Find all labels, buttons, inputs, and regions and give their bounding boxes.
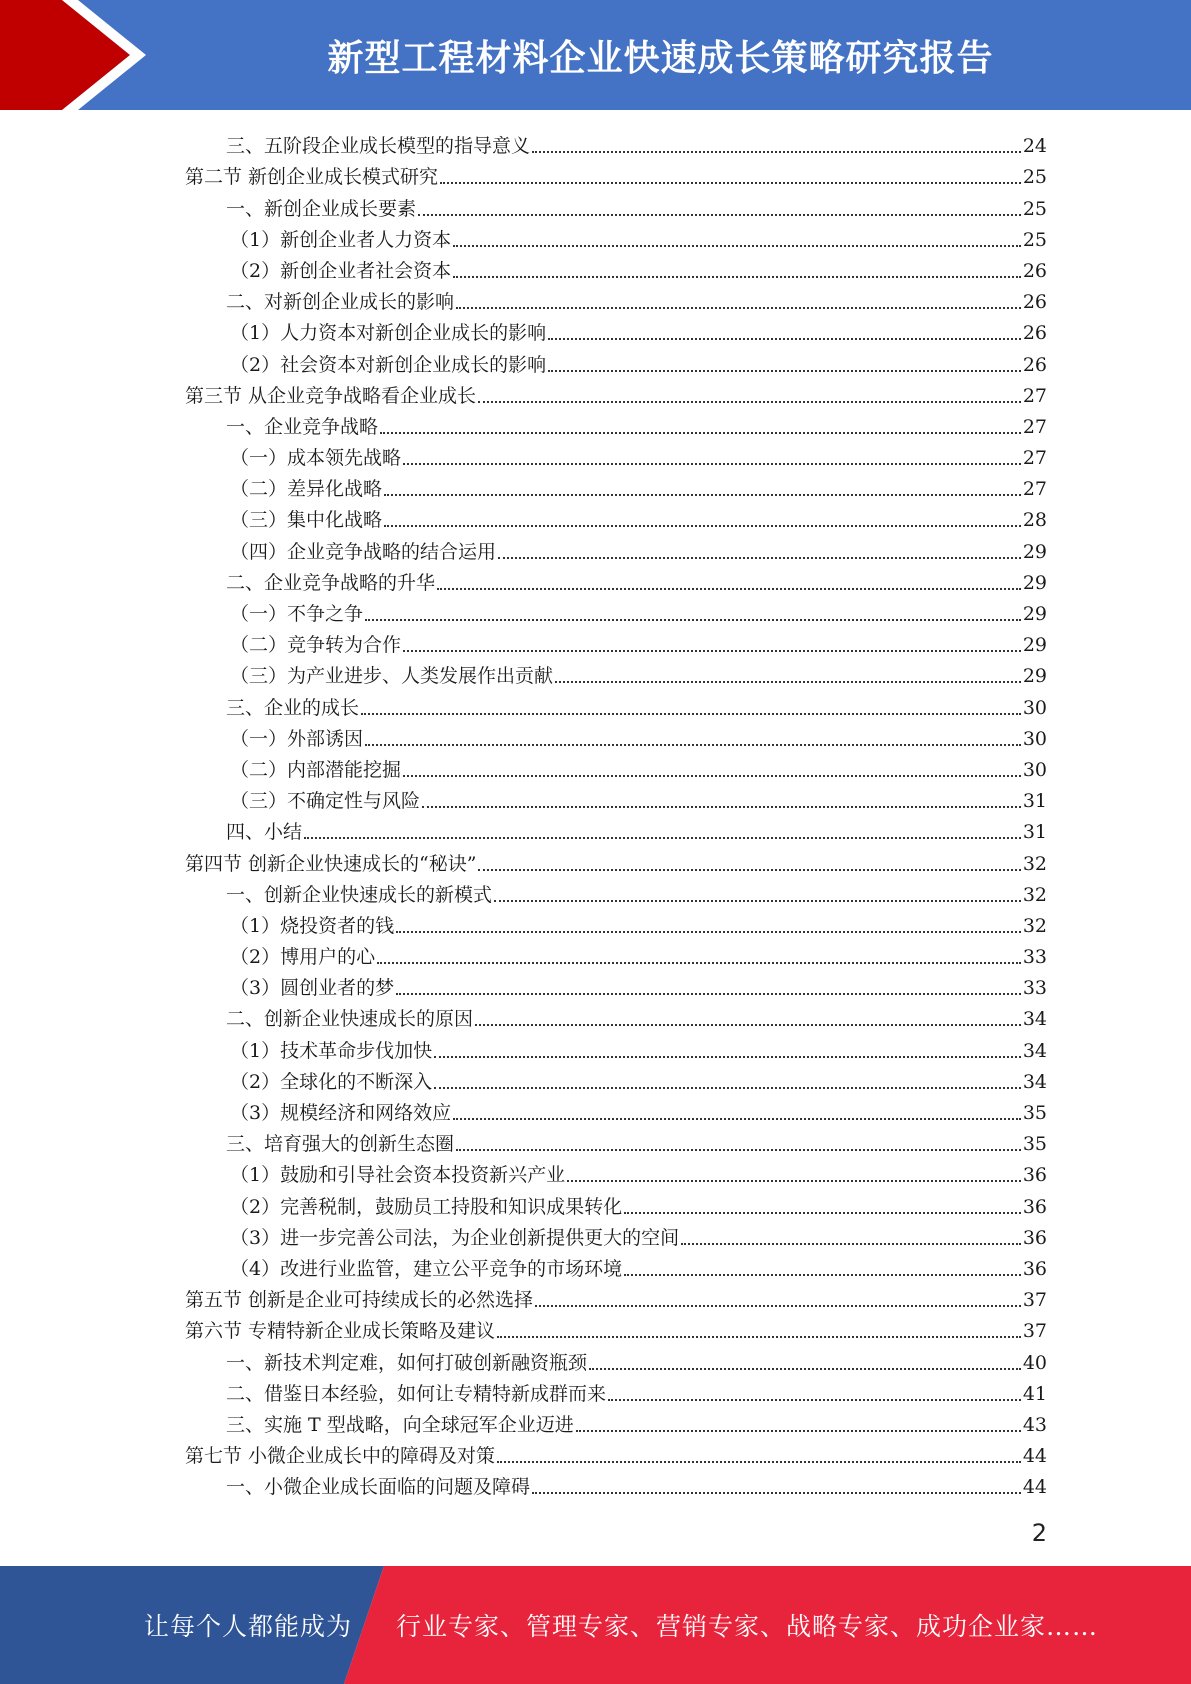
toc-entry-label: 一、创新企业快速成长的新模式	[226, 883, 493, 906]
toc-entry-page: 34	[1022, 1070, 1047, 1093]
toc-entry[interactable]	[185, 377, 1047, 408]
toc-entry[interactable]	[185, 813, 1047, 844]
toc-dot-leader	[681, 1243, 1021, 1245]
toc-entry-page: 26	[1022, 291, 1047, 314]
toc-entry[interactable]	[185, 1406, 1047, 1437]
toc-dot-leader	[434, 1087, 1021, 1089]
footer-slogan-right: 行业专家、管理专家、营销专家、战略专家、成功企业家……	[396, 1612, 1099, 1641]
toc-entry-label: （2）博用户的心	[230, 946, 376, 969]
toc-dot-leader	[497, 1336, 1021, 1338]
toc-entry-label: （2）社会资本对新创企业成长的影响	[230, 353, 547, 376]
toc-dot-leader	[576, 1430, 1021, 1432]
toc-entry-page: 26	[1022, 322, 1047, 345]
toc-entry-label: 三、实施 T 型战略，向全球冠军企业迈进	[226, 1413, 574, 1436]
toc-entry-page: 30	[1022, 758, 1047, 781]
toc-entry[interactable]	[185, 1437, 1047, 1468]
toc-entry-page: 33	[1022, 977, 1047, 1000]
toc-entry-label: （3）进一步完善公司法，为企业创新提供更大的空间	[230, 1226, 680, 1249]
toc-entry[interactable]	[185, 564, 1047, 595]
toc-entry-label: （3）规模经济和网络效应	[230, 1102, 452, 1124]
toc-entry[interactable]	[185, 1125, 1047, 1156]
toc-entry-label: 二、创新企业快速成长的原因	[226, 1008, 474, 1031]
toc-entry-page: 29	[1022, 665, 1047, 688]
toc-entry-page: 28	[1022, 509, 1047, 532]
toc-entry-label: （三）集中化战略	[230, 509, 383, 532]
toc-entry-page: 36	[1022, 1226, 1047, 1249]
toc-entry-page: 37	[1022, 1289, 1047, 1312]
toc-entry[interactable]	[185, 1031, 1047, 1062]
toc-entry[interactable]	[185, 221, 1047, 252]
toc-entry-page: 27	[1022, 384, 1047, 407]
toc-entry-page: 26	[1022, 259, 1047, 282]
toc-dot-leader	[555, 681, 1021, 683]
toc-dot-leader	[440, 182, 1021, 184]
toc-dot-leader	[567, 1180, 1021, 1182]
toc-entry[interactable]	[185, 844, 1047, 875]
toc-entry-page: 26	[1022, 353, 1047, 376]
toc-entry-label: （二）竞争转为合作	[230, 634, 402, 657]
toc-dot-leader	[456, 307, 1021, 309]
toc-dot-leader	[384, 494, 1021, 496]
toc-entry-label: （3）圆创业者的梦	[230, 977, 395, 1000]
toc-dot-leader	[384, 525, 1021, 527]
toc-entry[interactable]	[185, 626, 1047, 657]
toc-dot-leader	[434, 1056, 1021, 1058]
toc-entry[interactable]	[185, 1000, 1047, 1031]
toc-entry-page: 35	[1022, 1133, 1047, 1156]
toc-dot-leader	[396, 993, 1021, 995]
toc-dot-leader	[548, 338, 1021, 340]
toc-entry-page: 44	[1022, 1445, 1047, 1468]
toc-entry[interactable]	[185, 876, 1047, 907]
toc-entry-label: 三、五阶段企业成长模型的指导意义	[226, 135, 531, 158]
toc-entry-page: 24	[1022, 135, 1047, 158]
toc-dot-leader	[497, 1461, 1021, 1463]
toc-entry-label: （1）烧投资者的钱	[230, 914, 395, 937]
toc-dot-leader	[403, 775, 1021, 777]
toc-entry[interactable]	[185, 439, 1047, 470]
toc-entry-page: 34	[1022, 1008, 1047, 1031]
toc-entry-label: （2）新创企业者社会资本	[230, 259, 452, 282]
toc-entry-label: （4）改进行业监管，建立公平竞争的市场环境	[230, 1257, 623, 1280]
toc-entry-page: 36	[1022, 1164, 1047, 1187]
toc-entry-label: 三、企业的成长	[226, 696, 360, 719]
toc-entry-label: （二）内部潜能挖掘	[230, 758, 402, 781]
toc-dot-leader	[589, 1368, 1021, 1370]
toc-entry-page: 25	[1022, 166, 1047, 189]
toc-entry-label: 一、新创企业成长要素	[226, 197, 417, 220]
toc-entry-label: 第二节 新创企业成长模式研究	[185, 166, 439, 189]
toc-dot-leader	[456, 1149, 1021, 1151]
toc-dot-leader	[365, 744, 1021, 746]
toc-entry-page: 32	[1022, 852, 1047, 875]
toc-entry[interactable]	[185, 252, 1047, 283]
toc-entry[interactable]	[185, 408, 1047, 439]
toc-dot-leader	[396, 931, 1021, 933]
toc-entry[interactable]	[185, 1250, 1047, 1281]
toc-entry[interactable]	[185, 1063, 1047, 1094]
toc-entry-page: 31	[1022, 790, 1047, 813]
toc-entry[interactable]	[185, 1187, 1047, 1218]
toc-entry[interactable]	[185, 189, 1047, 220]
toc-entry-label: 二、对新创企业成长的影响	[226, 291, 455, 314]
document-title: 新型工程材料企业快速成长策略研究报告	[327, 37, 994, 79]
toc-entry-page: 29	[1022, 634, 1047, 657]
toc-entry-label: 一、新技术判定难，如何打破创新融资瓶颈	[226, 1351, 588, 1374]
toc-entry[interactable]	[185, 127, 1047, 158]
toc-entry-label: （1）新创企业者人力资本	[230, 228, 452, 251]
toc-entry-label: 二、企业竞争战略的升华	[226, 571, 436, 594]
toc-entry-label: 四、小结	[226, 821, 303, 844]
toc-dot-leader	[437, 588, 1021, 590]
toc-entry-page: 41	[1022, 1382, 1047, 1405]
toc-entry-page: 27	[1022, 447, 1047, 470]
toc-entry-page: 35	[1022, 1102, 1047, 1124]
toc-entry[interactable]	[185, 751, 1047, 782]
toc-entry[interactable]	[185, 969, 1047, 1000]
toc-entry-label: 第六节 专精特新企业成长策略及建议	[185, 1320, 496, 1343]
toc-dot-leader	[494, 900, 1021, 902]
toc-entry-label: 第七节 小微企业成长中的障碍及对策	[185, 1445, 496, 1468]
toc-dot-leader	[532, 151, 1021, 153]
toc-entry-page: 29	[1022, 603, 1047, 625]
toc-entry[interactable]	[185, 283, 1047, 314]
toc-dot-leader	[365, 619, 1021, 621]
toc-entry-page: 36	[1022, 1257, 1047, 1280]
toc-entry-label: （2）完善税制，鼓励员工持股和知识成果转化	[230, 1195, 623, 1218]
toc-entry-page: 30	[1022, 727, 1047, 750]
toc-entry-label: （一）不争之争	[230, 603, 364, 625]
toc-entry-label: （一）外部诱因	[230, 727, 364, 750]
toc-entry[interactable]	[185, 1156, 1047, 1187]
toc-entry[interactable]	[185, 1219, 1047, 1250]
toc-entry-label: 第四节 创新企业快速成长的“秘诀”	[185, 852, 477, 875]
footer-banner	[0, 1566, 1191, 1684]
toc-entry-page: 29	[1022, 571, 1047, 594]
toc-entry[interactable]	[185, 158, 1047, 189]
toc-entry-page: 40	[1022, 1351, 1047, 1374]
toc-entry[interactable]	[185, 688, 1047, 719]
toc-entry[interactable]	[185, 345, 1047, 376]
toc-dot-leader	[453, 1118, 1021, 1120]
toc-entry[interactable]	[185, 470, 1047, 501]
toc-entry-page: 37	[1022, 1320, 1047, 1343]
toc-entry[interactable]	[185, 314, 1047, 345]
toc-entry-page: 36	[1022, 1195, 1047, 1218]
toc-dot-leader	[475, 1024, 1021, 1026]
toc-dot-leader	[453, 245, 1021, 247]
toc-dot-leader	[624, 1274, 1021, 1276]
page-number: 2	[1031, 1519, 1047, 1547]
toc-entry-label: （1）鼓励和引导社会资本投资新兴产业	[230, 1164, 566, 1187]
toc-dot-leader	[418, 214, 1021, 216]
toc-entry[interactable]	[185, 938, 1047, 969]
toc-dot-leader	[624, 1212, 1021, 1214]
toc-dot-leader	[478, 401, 1021, 403]
header-banner	[0, 0, 1191, 110]
toc-entry[interactable]	[185, 782, 1047, 813]
toc-entry[interactable]	[185, 1094, 1047, 1125]
toc-entry[interactable]	[185, 595, 1047, 626]
toc-entry-page: 30	[1022, 696, 1047, 719]
toc-entry-page: 27	[1022, 415, 1047, 438]
toc-dot-leader	[361, 713, 1021, 715]
toc-entry[interactable]	[185, 1375, 1047, 1406]
toc-dot-leader	[548, 370, 1021, 372]
toc-entry-label: （一）成本领先战略	[230, 447, 402, 470]
toc-entry-label: （四）企业竞争战略的结合运用	[230, 540, 497, 563]
toc-entry-page: 25	[1022, 197, 1047, 220]
toc-dot-leader	[422, 806, 1021, 808]
toc-dot-leader	[403, 463, 1021, 465]
toc-entry-page: 34	[1022, 1039, 1047, 1062]
footer-slogan-left: 让每个人都能成为	[144, 1612, 353, 1641]
toc-entry-label: （二）差异化战略	[230, 478, 383, 501]
toc-entry-page: 25	[1022, 228, 1047, 251]
toc-entry[interactable]	[185, 1343, 1047, 1374]
toc-entry-page: 32	[1022, 883, 1047, 906]
toc-entry[interactable]	[185, 501, 1047, 532]
toc-dot-leader	[380, 432, 1021, 434]
toc-dot-leader	[304, 837, 1021, 839]
toc-dot-leader	[403, 650, 1021, 652]
toc-entry-label: （三）为产业进步、人类发展作出贡献	[230, 665, 554, 688]
toc-entry-label: 二、借鉴日本经验，如何让专精特新成群而来	[226, 1382, 607, 1405]
toc-entry-page: 29	[1022, 540, 1047, 563]
toc-entry[interactable]	[185, 657, 1047, 688]
toc-dot-leader	[453, 276, 1021, 278]
toc-entry-page: 33	[1022, 946, 1047, 969]
toc-entry-label: 一、企业竞争战略	[226, 415, 379, 438]
toc-entry[interactable]	[185, 720, 1047, 751]
toc-entry-label: （1）人力资本对新创企业成长的影响	[230, 322, 547, 345]
toc-entry-page: 31	[1022, 821, 1047, 844]
toc-entry-label: 一、小微企业成长面临的问题及障碍	[226, 1476, 531, 1499]
toc-entry-label: 三、培育强大的创新生态圈	[226, 1133, 455, 1156]
toc-entry-page: 43	[1022, 1413, 1047, 1436]
toc-entry-label: （2）全球化的不断深入	[230, 1070, 433, 1093]
toc-entry[interactable]	[185, 1312, 1047, 1343]
toc-dot-leader	[478, 869, 1020, 871]
toc-entry-label: 第三节 从企业竞争战略看企业成长	[185, 384, 477, 407]
toc-dot-leader	[535, 1305, 1021, 1307]
toc-entry-label: 第五节 创新是企业可持续成长的必然选择	[185, 1289, 534, 1312]
toc-entry[interactable]	[185, 532, 1047, 563]
toc-dot-leader	[608, 1399, 1021, 1401]
toc-entry[interactable]	[185, 907, 1047, 938]
toc-entry-label: （1）技术革命步伐加快	[230, 1039, 433, 1062]
toc-dot-leader	[532, 1492, 1021, 1494]
toc-entry-page: 27	[1022, 478, 1047, 501]
toc-dot-leader	[377, 962, 1021, 964]
toc-entry-label: （三）不确定性与风险	[230, 790, 421, 813]
toc-dot-leader	[498, 557, 1021, 559]
toc-entry-page: 32	[1022, 914, 1047, 937]
table-of-contents	[185, 127, 1047, 1499]
toc-entry[interactable]	[185, 1468, 1047, 1499]
toc-entry-page: 44	[1022, 1476, 1047, 1499]
toc-entry[interactable]	[185, 1281, 1047, 1312]
